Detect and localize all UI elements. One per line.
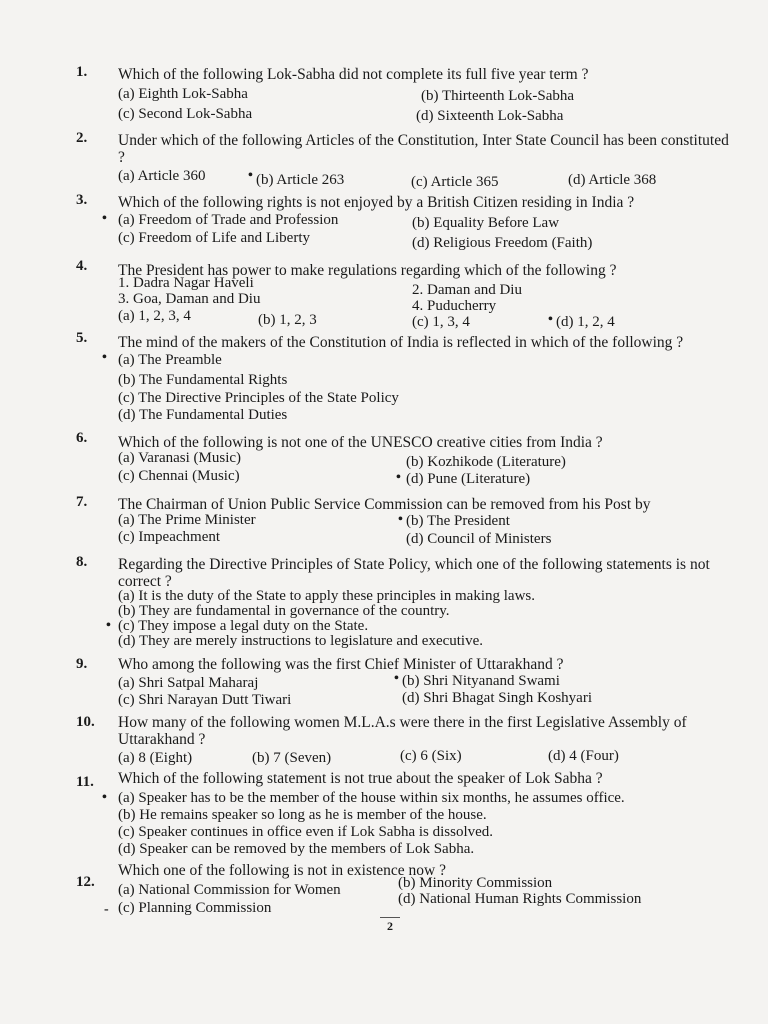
option-d: (d) Speaker can be removed by the members of Lok Sabha. — [118, 841, 475, 857]
answer-mark: • — [248, 168, 253, 183]
question-text: Who among the following was the first Chief Minister of Uttarakhand ? — [118, 656, 564, 673]
option-a: (a) 1, 2, 3, 4 — [118, 308, 191, 324]
question-number: 2. — [76, 130, 88, 146]
option-d: (d) Religious Freedom (Faith) — [412, 235, 593, 251]
answer-mark: • — [106, 618, 111, 633]
option-d: (d) The Fundamental Duties — [118, 407, 288, 423]
question-number: 10. — [76, 714, 95, 730]
option-b: (b) Minority Commission — [398, 875, 553, 891]
option-c: (c) 1, 3, 4 — [412, 314, 470, 330]
option-b: (b) They are fundamental in governance of the country. — [118, 603, 450, 619]
answer-mark: • — [102, 350, 107, 365]
option-a: (a) Eighth Lok-Sabha — [118, 86, 248, 102]
option-b: (b) The Fundamental Rights — [118, 372, 288, 388]
question-text: Which of the following rights is not enjoyed by a British Citizen residing in India ? — [118, 194, 635, 211]
question-number: 1. — [76, 64, 88, 80]
list-item-4: 4. Puducherry — [412, 298, 497, 314]
question-number: 3. — [76, 192, 88, 208]
list-item-3: 3. Goa, Daman and Diu — [118, 291, 261, 307]
question-text: Which of the following is not one of the UNESCO creative cities from India ? — [118, 434, 603, 451]
option-c: (c) Impeachment — [118, 529, 221, 545]
question-text: The mind of the makers of the Constitution of India is reflected in which of the following ? — [118, 334, 684, 351]
option-d: (d) 4 (Four) — [548, 748, 619, 764]
option-b: (b) Thirteenth Lok-Sabha — [421, 88, 575, 104]
option-d: (d) Article 368 — [568, 172, 657, 188]
question-number: 9. — [76, 656, 88, 672]
option-c: (c) Planning Commission — [118, 900, 272, 916]
option-c: (c) Chennai (Music) — [118, 468, 240, 484]
answer-mark: • — [102, 211, 107, 226]
answer-mark: • — [548, 312, 553, 327]
option-c: (c) The Directive Principles of the State Policy — [118, 390, 399, 406]
option-d: (d) 1, 2, 4 — [556, 314, 615, 330]
list-item-2: 2. Daman and Diu — [412, 282, 522, 298]
question-text: Which one of the following is not in existence now ? — [118, 862, 447, 879]
option-a: (a) Article 360 — [118, 168, 206, 184]
question-text: The President has power to make regulations regarding which of the following ? — [118, 262, 617, 279]
question-number: 11. — [76, 774, 94, 790]
option-c: (c) 6 (Six) — [400, 748, 462, 764]
question-number: 12. — [76, 874, 95, 890]
option-a: (a) It is the duty of the State to apply these principles in making laws. — [118, 588, 535, 604]
answer-mark: • — [102, 790, 107, 805]
option-d: (d) Council of Ministers — [406, 531, 552, 547]
option-a: (a) Speaker has to be the member of the house within six months, he assumes office. — [118, 790, 625, 806]
question-text: Under which of the following Articles of the Constitution, Inter State Council has been constituted ? — [118, 132, 729, 166]
question-number: 4. — [76, 258, 88, 274]
option-a: (a) The Prime Minister — [118, 512, 256, 528]
option-d: (d) Shri Bhagat Singh Koshyari — [402, 690, 592, 706]
answer-mark: - — [104, 902, 109, 917]
option-b: (b) The President — [406, 513, 510, 529]
question-number: 7. — [76, 494, 88, 510]
question-number: 6. — [76, 430, 88, 446]
option-a: (a) National Commission for Women — [118, 882, 341, 898]
option-b: (b) 7 (Seven) — [252, 750, 332, 766]
option-b: (b) 1, 2, 3 — [258, 312, 317, 328]
question-number: 5. — [76, 330, 88, 346]
question-text: The Chairman of Union Public Service Commission can be removed from his Post by — [118, 496, 651, 513]
list-item-1: 1. Dadra Nagar Haveli — [118, 275, 254, 291]
option-b: (b) He remains speaker so long as he is member of the house. — [118, 807, 487, 823]
option-c: (c) Second Lok-Sabha — [118, 106, 253, 122]
option-c: (c) Article 365 — [411, 174, 499, 190]
answer-mark: • — [394, 671, 399, 686]
option-a: (a) Shri Satpal Maharaj — [118, 675, 259, 691]
option-c: (c) They impose a legal duty on the State. — [118, 618, 369, 634]
page-number: 2 — [380, 917, 400, 934]
option-b: (b) Article 263 — [256, 172, 345, 188]
answer-mark: • — [398, 512, 403, 527]
option-d: (d) Pune (Literature) — [406, 471, 531, 487]
option-b: (b) Equality Before Law — [412, 215, 560, 231]
option-a: (a) 8 (Eight) — [118, 750, 193, 766]
option-b: (b) Kozhikode (Literature) — [406, 454, 566, 470]
option-a: (a) Varanasi (Music) — [118, 450, 242, 466]
option-d: (d) Sixteenth Lok-Sabha — [416, 108, 564, 124]
answer-mark: • — [396, 470, 401, 485]
question-text: How many of the following women M.L.A.s were there in the first Legislative Assembly of Uttarakhand ? — [118, 714, 687, 748]
option-a: (a) Freedom of Trade and Profession — [118, 212, 339, 228]
option-a: (a) The Preamble — [118, 352, 222, 368]
option-d: (d) They are merely instructions to legislature and executive. — [118, 633, 484, 649]
option-d: (d) National Human Rights Commission — [398, 891, 642, 907]
option-c: (c) Freedom of Life and Liberty — [118, 230, 311, 246]
question-text: Regarding the Directive Principles of State Policy, which one of the following statements is not correct ? — [118, 556, 710, 590]
question-number: 8. — [76, 554, 88, 570]
question-text: Which of the following Lok-Sabha did not complete its full five year term ? — [118, 66, 589, 83]
option-b: (b) Shri Nityanand Swami — [402, 673, 560, 689]
option-c: (c) Shri Narayan Dutt Tiwari — [118, 692, 292, 708]
option-c: (c) Speaker continues in office even if Lok Sabha is dissolved. — [118, 824, 494, 840]
question-text: Which of the following statement is not true about the speaker of Lok Sabha ? — [118, 770, 603, 787]
